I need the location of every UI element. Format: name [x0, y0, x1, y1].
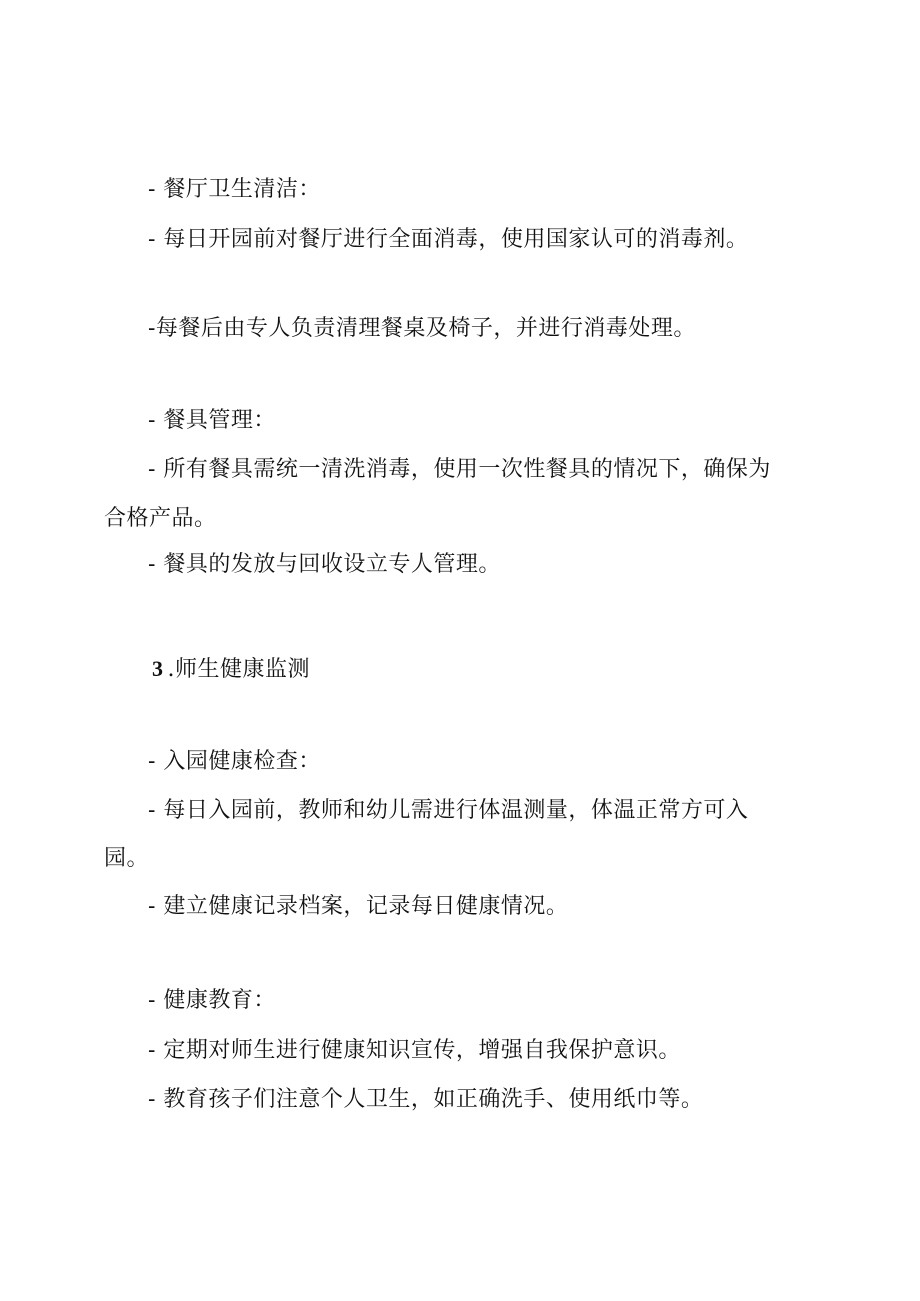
entry-check-item-1-line-1: - 每日入园前，教师和幼儿需进行体温测量，体温正常方可入 — [148, 798, 749, 823]
health-education-item-1: - 定期对师生进行健康知识宣传，增强自我保护意识。 — [148, 1038, 681, 1063]
tableware-item-2: - 餐具的发放与回收设立专人管理。 — [148, 552, 501, 577]
dining-item-1: - 每日开园前对餐厅进行全面消毒，使用国家认可的消毒剂。 — [148, 227, 749, 252]
entry-check-item-1-line-2: 园。 — [104, 846, 150, 871]
tableware-item-1-line-1: - 所有餐具需统一清洗消毒，使用一次性餐具的情况下，确保为 — [148, 457, 771, 482]
health-education-item-2: - 教育孩子们注意个人卫生，如正确洗手、使用纸巾等。 — [148, 1087, 704, 1112]
dining-hygiene-title: - 餐厅卫生清洁： — [148, 177, 321, 202]
tableware-item-1-line-2: 合格产品。 — [104, 506, 217, 531]
entry-check-item-2: - 建立健康记录档案，记录每日健康情况。 — [148, 894, 569, 919]
section-heading-3 — [152, 654, 310, 685]
dining-item-2: -每餐后由专人负责清理餐桌及椅子，并进行消毒处理。 — [148, 316, 696, 341]
tableware-title: - 餐具管理： — [148, 408, 276, 433]
heading-number: 3 — [152, 656, 164, 681]
health-education-title: - 健康教育： — [148, 988, 276, 1013]
heading-text: .师生健康监测 — [167, 657, 310, 682]
entry-check-title: - 入园健康检查： — [148, 749, 321, 774]
